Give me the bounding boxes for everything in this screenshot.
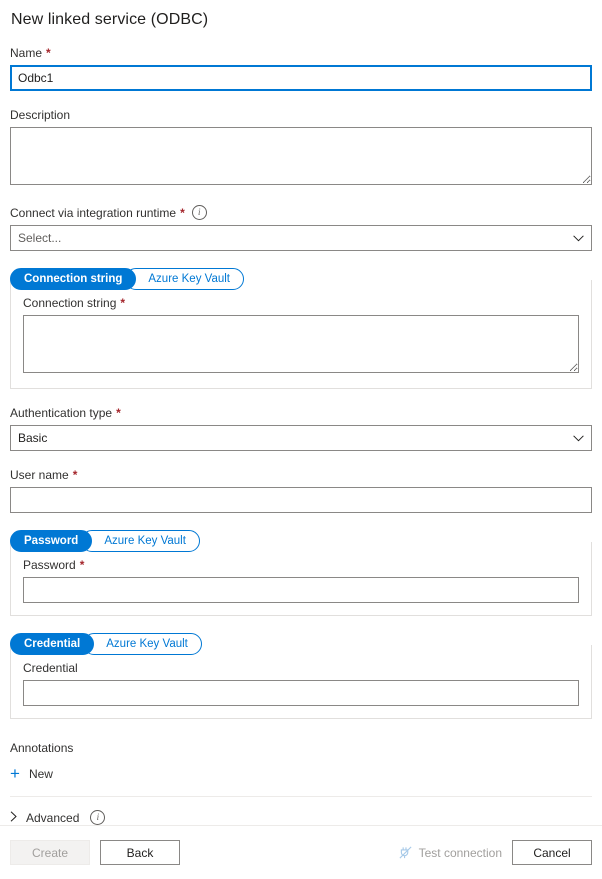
integration-runtime-select[interactable]: Select... [10, 225, 592, 251]
authentication-type-select-wrap [10, 425, 592, 451]
tab-credential[interactable]: Credential [10, 633, 94, 655]
authentication-type-label [10, 406, 592, 420]
info-icon[interactable]: i [192, 205, 207, 220]
integration-runtime-required-marker: * [180, 205, 185, 220]
back-button[interactable]: Back [100, 840, 180, 865]
integration-runtime-select-wrap [10, 225, 592, 251]
advanced-label: Advanced [26, 810, 80, 825]
password-required-marker: * [79, 558, 85, 572]
footer-right-group [398, 840, 592, 865]
tab-password-key-vault[interactable]: Azure Key Vault [81, 530, 200, 552]
user-name-input[interactable] [10, 487, 592, 513]
connection-string-group [10, 280, 592, 389]
info-icon[interactable]: i [90, 810, 105, 825]
connection-string-label [23, 296, 579, 310]
password-group [10, 542, 592, 616]
tab-password[interactable]: Password [10, 530, 92, 552]
connection-string-required-marker: * [120, 296, 126, 310]
add-annotation-label: New [28, 766, 53, 781]
password-label [23, 558, 579, 572]
password-label-text: Password [23, 558, 76, 572]
password-tabs [10, 530, 592, 552]
name-label [10, 46, 592, 60]
panel-footer [0, 825, 602, 879]
description-textarea[interactable] [10, 127, 592, 185]
integration-runtime-label-text: Connect via integration runtime [10, 205, 177, 220]
name-required-marker: * [46, 46, 51, 60]
user-name-label-text: User name [10, 468, 69, 482]
chevron-right-icon [10, 811, 18, 825]
cancel-button[interactable]: Cancel [512, 840, 592, 865]
advanced-section-toggle[interactable] [10, 810, 592, 825]
password-input[interactable] [23, 577, 579, 603]
test-connection-label: Test connection [418, 845, 502, 860]
authentication-type-required-marker: * [116, 406, 121, 420]
credential-tabs [10, 633, 592, 655]
divider [10, 796, 592, 797]
credential-label-text: Credential [23, 661, 78, 675]
authentication-type-select[interactable]: Basic [10, 425, 592, 451]
annotations-title: Annotations [10, 741, 74, 755]
plus-icon: + [10, 764, 20, 783]
test-connection-button[interactable] [398, 845, 502, 860]
name-label-text: Name [10, 46, 43, 60]
tab-connection-string[interactable]: Connection string [10, 268, 136, 290]
description-label [10, 108, 592, 122]
plug-icon [398, 845, 413, 860]
credential-label [23, 661, 579, 675]
page-title: New linked service (ODBC) [11, 11, 209, 28]
user-name-required-marker: * [72, 468, 78, 482]
connection-string-label-text: Connection string [23, 296, 117, 310]
authentication-type-label-text: Authentication type [10, 406, 113, 420]
create-button[interactable]: Create [10, 840, 90, 865]
tab-connection-string-key-vault[interactable]: Azure Key Vault [125, 268, 244, 290]
connection-string-textarea[interactable] [23, 315, 579, 373]
integration-runtime-label [10, 205, 592, 220]
description-label-text: Description [10, 108, 71, 122]
tab-credential-key-vault[interactable]: Azure Key Vault [83, 633, 202, 655]
name-input[interactable] [10, 65, 592, 91]
credential-input[interactable] [23, 680, 579, 706]
add-annotation-button[interactable] [10, 765, 592, 782]
credential-group [10, 645, 592, 719]
user-name-label [10, 468, 592, 482]
connection-string-tabs [10, 268, 592, 290]
